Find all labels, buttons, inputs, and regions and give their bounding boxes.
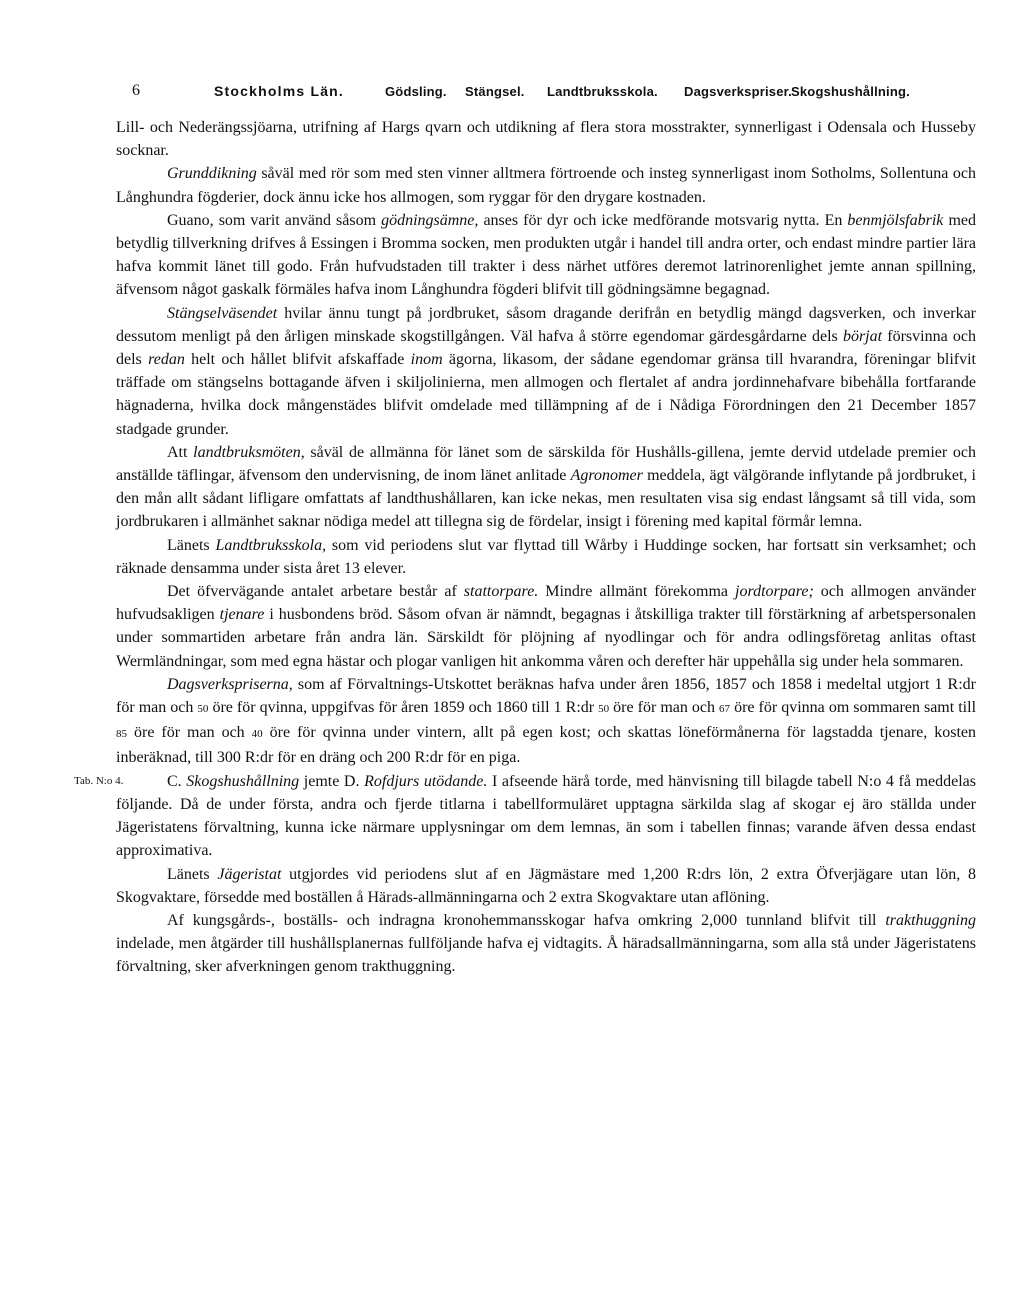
- paragraph: [74, 770, 977, 863]
- paragraph: [116, 116, 976, 162]
- header-keyword: Dagsverkspriser.: [684, 84, 792, 99]
- document-page: [74, 82, 977, 979]
- italic-term: Landtbruksskola,: [215, 536, 327, 554]
- text-run: Mindre allmänt förekomma: [538, 583, 736, 601]
- text-run: helt och hållet blifvit afskaffade: [184, 351, 411, 369]
- text-run: Att: [167, 443, 194, 461]
- text-run: och allmogen använder hufvudsakligen: [116, 583, 977, 624]
- text-run: som vid periodens slut var flyttad till Wårby i Huddinge socken, har fortsatt sin verksamhet; och räknade densamma under sista året 13 elever.: [116, 536, 976, 577]
- paragraph: [116, 302, 976, 441]
- paragraph: [116, 534, 976, 580]
- county-title: Stockholms Län.: [214, 83, 345, 99]
- italic-term: stattorpare.: [463, 583, 539, 601]
- italic-term: Dagsverkspriserna,: [167, 675, 293, 693]
- italic-term: redan: [148, 351, 185, 369]
- italic-term: Grunddikning: [167, 165, 257, 183]
- text-run: öre för man och: [127, 724, 252, 742]
- small-numeral: 40: [251, 728, 263, 741]
- text-run: som af Förvaltnings-Utskottet beräknas hafva under åren 1856, 1857 och 1858 i medeltal utgjort 1 R:dr för man och: [116, 675, 976, 717]
- small-numeral: 85: [116, 728, 127, 741]
- italic-term: börjat: [842, 327, 883, 345]
- text-run: anses för dyr och icke medförande motsvarig nytta. En: [478, 211, 848, 229]
- text-run: öre för qvinna, uppgifvas för åren 1859 och 1860 till 1 R:dr: [208, 699, 599, 717]
- paragraph: [116, 580, 976, 673]
- text-run: Det öfvervägande antalet arbetare består af: [167, 583, 464, 601]
- italic-term: Rofdjurs utödande.: [364, 772, 488, 790]
- small-numeral: 50: [598, 703, 610, 716]
- text-run: Guano, som varit använd såsom: [167, 211, 382, 229]
- italic-term: jordtorpare;: [735, 583, 814, 601]
- small-numeral: 67: [719, 703, 731, 716]
- italic-term: gödningsämne,: [381, 211, 479, 229]
- text-run: Länets: [167, 536, 216, 554]
- running-header: [116, 82, 976, 110]
- italic-term: landtbruksmöten,: [193, 443, 305, 461]
- text-run: meddela, ägt välgörande inflytande på jordbruket, i den mån allt sådant lifligare omfattats af landthushållaren, kan icke nekas, men resultaten visa sig endast långsamt så till vida, som jordbrukaren i allmänhet saknar nödiga medel att tillegna sig de fördelar, insigt i förening med kapital förmår lemna.: [116, 467, 977, 531]
- text-run: Lill- och Nederängssjöarna, utrifning af Hargs qvarn och utdikning af flera stora mosstrakter, synnerligast i Odensala och Husseby socknar.: [116, 119, 976, 160]
- text-run: I afseende härå torde, med hänvisning till bilagde tabell N:o 4 få meddelas följande. Då de under första, andra och fjerde titlarna i tabellformuläret upptagna särkilda slag af skogar ej äro ställda under Jägeristatens förvaltning, kunna icke närmare upplysningar om dem lemnas, än som i tabellen finnas; varande äfven dessa endast approximativa.: [116, 772, 977, 860]
- text-run: öre för man och: [609, 699, 720, 717]
- italic-term: tjenare: [219, 606, 265, 624]
- header-keyword: Stängsel.: [465, 84, 525, 99]
- paragraph: [116, 209, 976, 302]
- text-run: såväl de allmänna för länet som de särskilda för Hushålls-gillena, jemte dervid utdelade premier och anställde täflingar, äfvensom den undervisning, de inom länet anlitade: [116, 443, 976, 485]
- text-run: Länets: [167, 865, 218, 883]
- italic-term: Stängselväsendet: [167, 304, 278, 322]
- paragraph: [116, 162, 976, 208]
- text-run: med betydlig tillverkning drifves å Essingen i Bromma socken, men produkten utgår i handel till andra orter, och endast mindre partier lära hafva kommit länet till godo. Från hufvudstaden till trakter i dess närhet utföres deremot latrinorenlighet jemte annan spillning, äfvensom något gaskalk förmäles hafva inom Långhundra fögderi blifvit till gödningsämne begagnad.: [116, 211, 976, 299]
- header-keyword: Landtbruksskola.: [547, 84, 658, 99]
- text-run: indelade, men åtgärder till hushållsplanernas fullföljande hafva ej vidtagits. Å häradsallmänningarna, som alla stå under Jägeristatens förvaltning, sker afverkningen genom trakthuggning.: [116, 935, 976, 976]
- body-text: [74, 116, 977, 979]
- header-keyword: Gödsling.: [385, 84, 447, 99]
- text-run: i husbondens bröd. Såsom ofvan är nämndt, begagnas i åtskilliga trakter till förstärkning af arbetspersonalen under sommartiden arbetare från andra län. Särskildt för plöjning af nyodlingar och för andra odlingsföretag anlitas oftast Wermländningar, som med egna hästar och plogar vanligen hit ankomma våren och derefter här uppehålla sig under hela sommaren.: [116, 606, 977, 670]
- text-run: öre för qvinna under vintern, allt på egen kost; och skattas löneförmånerna för lagstadda tjenare, kosten inberäknad, till 300 R:dr för en dräng och 200 R:dr för en piga.: [116, 724, 977, 767]
- margin-note: Tab. N:o 4.: [74, 774, 124, 787]
- text-run: försvinna och dels: [116, 327, 977, 369]
- italic-term: Skogshushållning: [186, 772, 300, 790]
- text-run: såväl med rör som med sten vinner alltmera förtroende och insteg synnerligast inom Sotholms, Sollentuna och Långhundra fögderier, dock ännu icke hos allmogen, som ryggar för den drygare kostnaden.: [116, 165, 976, 206]
- italic-term: inom: [410, 351, 443, 369]
- header-keyword: Skogshushållning.: [791, 84, 910, 99]
- text-run: utgjordes vid periodens slut af en Jägmästare med 1,200 R:drs lön, 2 extra Öfverjägare utan lön, 8 Skogvaktare, försedde med boställen å Härads-allmänningarna och 2 extra Skogvaktare utan aflöning.: [116, 865, 976, 906]
- italic-term: benmjölsfabrik: [847, 211, 944, 229]
- text-run: Af kungsgårds-, boställs- och indragna kronohemmansskogar hafva omkring 2,000 tunnland blifvit till: [167, 911, 886, 929]
- paragraph: [116, 441, 976, 534]
- italic-term: trakthuggning: [885, 911, 976, 929]
- paragraph: [116, 673, 976, 770]
- small-numeral: 50: [197, 703, 209, 716]
- page-number: 6: [132, 82, 141, 99]
- paragraph: [116, 909, 976, 979]
- italic-term: Jägeristat: [217, 865, 282, 883]
- text-run: jemte D.: [299, 772, 365, 790]
- text-run: ägorna, likasom, der sådane egendomar gränsa till hvarandra, föreningar blifvit träffade om stängselns bottagande äfven i skiljolinierna, men allmogen och flertalet af andra jordinnehafvare bibehålla fortfarande hägnaderna, hvilka dock mångenstädes blifvit omdelade med tillämpning af de i Nådiga Förordningen den 21 December 1857 stadgade grunder.: [116, 351, 976, 438]
- paragraph: [116, 863, 976, 909]
- text-run: hvilar ännu tungt på jordbruket, såsom dragande derifrån en betydlig mängd dagsverken, och inverkar dessutom menligt på den årligen minskade skogstillgången. Väl hafva å större egendomar gärdesgårdarne dels: [116, 304, 976, 345]
- text-run: C.: [167, 772, 187, 790]
- italic-term: Agronomer: [570, 467, 643, 485]
- text-run: öre för qvinna om sommaren samt till: [730, 699, 977, 717]
